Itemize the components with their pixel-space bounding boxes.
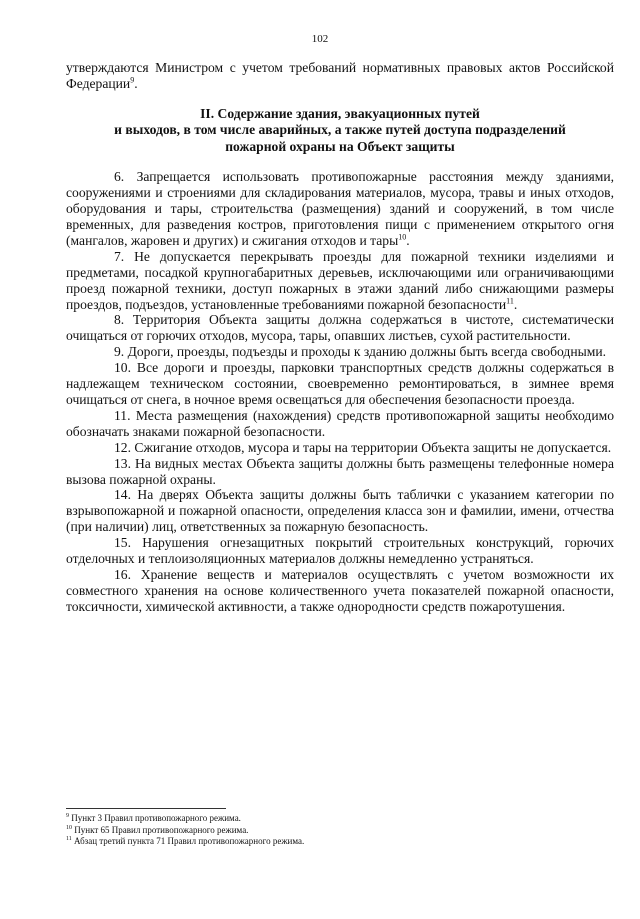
section-heading (66, 106, 614, 156)
paragraph-text: 6. Запрещается использовать противопожарные расстояния между зданиями, сооружениями и строениями для складирования материалов, мусора, травы и иных отходов, оборудования и тары, строительства (размещения) зданий и сооружений, в том числе временных, для разведения костров, приготовления пищи с применением открытого огня (мангалов, жаровен и других) и сжигания отходов и тары (66, 169, 614, 248)
paragraph-item (66, 408, 614, 440)
paragraph-item (66, 344, 614, 360)
paragraph-text: 14. На дверях Объекта защиты должны быть таблички с указанием категории по взрывопожарной и пожарной опасности, определения класса зон и фамилии, имени, отчества (при наличии) лиц, ответственных за пожарную безопасность. (66, 487, 614, 535)
paragraph-item (66, 249, 614, 313)
intro-text: утверждаются Министром с учетом требований нормативных правовых актов Российской Федерации (66, 60, 614, 91)
paragraph-item (66, 440, 614, 456)
page-body (66, 60, 614, 615)
paragraph-item (66, 535, 614, 567)
footnote-text: Пункт 65 Правил противопожарного режима. (72, 824, 249, 835)
footnote-number: 11 (66, 836, 72, 842)
footnote-ref: 10 (398, 232, 407, 242)
paragraph-item (66, 487, 614, 535)
paragraph-text: 10. Все дороги и проезды, парковки транспортных средств должны содержаться в надлежащем техническом состоянии, своевременно ремонтироваться, в зимнее время очищаться от снега, в ночное время освещаться для обеспечения безопасности проезда. (66, 360, 614, 407)
footnote-text: Пункт 3 Правил противопожарного режима. (69, 813, 241, 823)
section-heading-line1: II. Содержание здания, эвакуационных путей (200, 105, 480, 121)
footnote-ref-9: 9 (130, 75, 135, 85)
intro-end: . (134, 75, 138, 91)
footnote-text: Абзац третий пункта 71 Правил противопожарного режима. (71, 836, 305, 846)
section-heading-line3: пожарной охраны на Объект защиты (225, 138, 455, 154)
paragraph-end: . (406, 232, 410, 248)
page-number: 102 (311, 33, 329, 45)
paragraph-item (66, 312, 614, 344)
paragraph-item (66, 567, 614, 615)
footnote-ref: 11 (506, 296, 514, 306)
paragraph-text: 15. Нарушения огнезащитных покрытий строительных конструкций, горючих отделочных и теплоизоляционных материалов должны немедленно устраняться. (66, 535, 614, 567)
paragraph-text: 9. Дороги, проезды, подъезды и проходы к зданию должны быть всегда свободными. (114, 344, 607, 360)
paragraph-end: . (513, 296, 518, 312)
footnote-item (66, 836, 614, 848)
paragraph-text: 11. Места размещения (нахождения) средств противопожарной защиты необходимо обозначать знаками пожарной безопасности. (66, 407, 614, 439)
intro-paragraph (66, 60, 614, 92)
paragraph-item (66, 169, 614, 249)
paragraph-text: 7. Не допускается перекрывать проезды для пожарной техники изделиями и предметами, посадкой крупногабаритных деревьев, исключающими или ограничивающими проезд пожарной техники, доступ пожарных в этажи зданий либо снижающими размеры проездов, подъездов, установленные требованиями пожарной безопасности (66, 248, 614, 312)
footnote-list (66, 813, 614, 848)
paragraph-item (66, 456, 614, 488)
footnote-divider (66, 808, 226, 809)
footnotes (66, 808, 614, 848)
footnote-number: 9 (66, 813, 69, 819)
paragraph-text: 12. Сжигание отходов, мусора и тары на территории Объекта защиты не допускается. (114, 439, 612, 455)
footnote-item (66, 813, 614, 825)
footnote-item (66, 825, 614, 837)
paragraph-item (66, 360, 614, 408)
section-heading-line2: и выходов, в том числе аварийных, а также путей доступа подразделений (114, 122, 566, 138)
footnote-number: 10 (66, 824, 72, 831)
paragraph-text: 8. Территория Объекта защиты должна содержаться в чистоте, систематически очищаться от горючих отходов, мусора, тары, опавших листьев, сухой растительности. (66, 312, 614, 344)
paragraph-text: 13. На видных местах Объекта защиты должны быть размещены телефонные номера вызова пожарной охраны. (66, 455, 614, 487)
paragraph-text: 16. Хранение веществ и материалов осуществлять с учетом возможности их совместного хранения на основе количественного учета показателей пожарной опасности, токсичности, химической активности, а также однородности средств пожаротушения. (66, 566, 614, 614)
paragraph-list (66, 169, 614, 614)
